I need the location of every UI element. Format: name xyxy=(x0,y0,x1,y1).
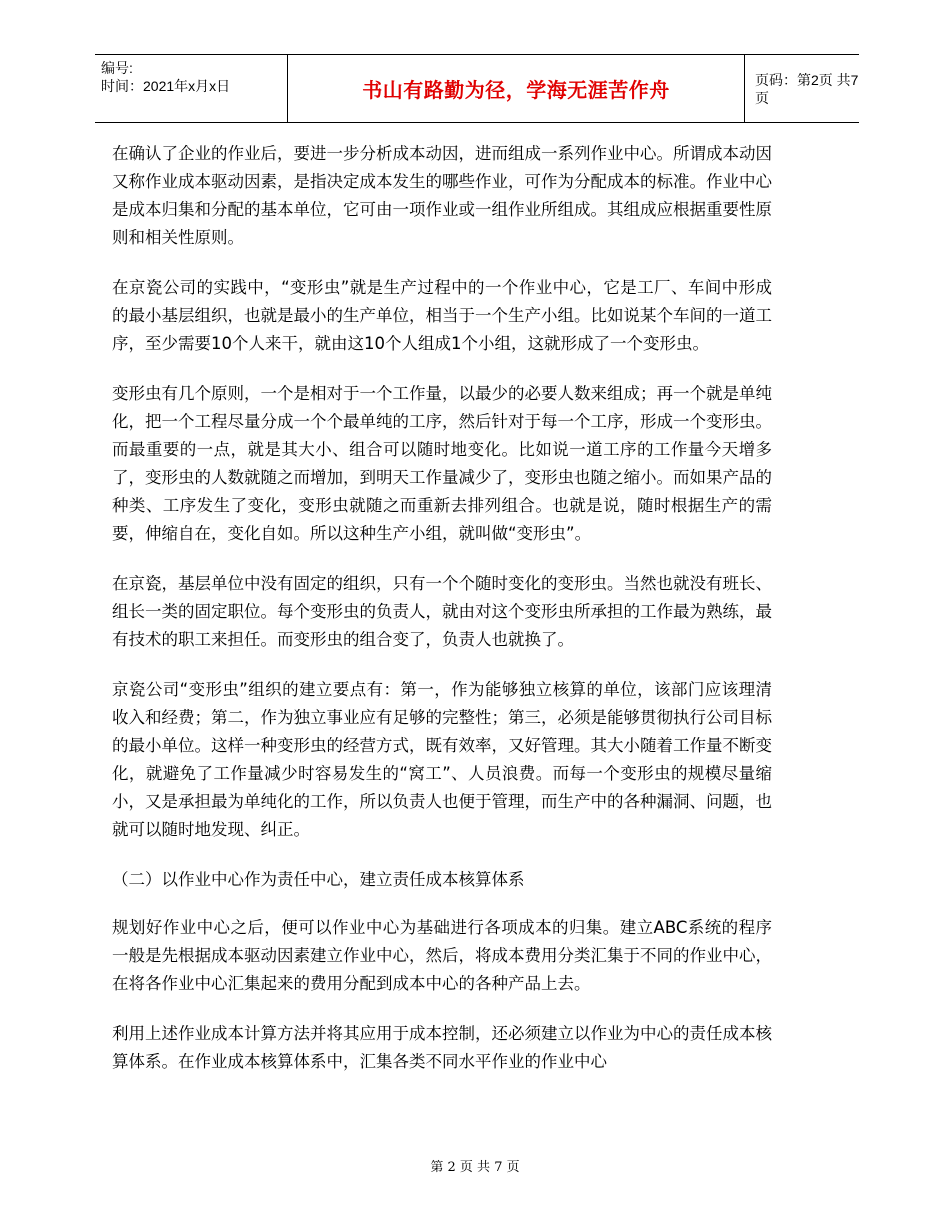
paragraph: 京瓷公司“变形虫”组织的建立要点有：第一，作为能够独立核算的单位，该部门应该理清收入和经费；第二，作为独立事业应有足够的完整性；第三，必须是能够贯彻执行公司目标的最小单位。这样一种变形虫的经营方式，既有效率，又好管理。其大小随着工作量不断变化，就避免了工作量减少时容易发生的“窝工”、人员浪费。而每一个变形虫的规模尽量缩小，又是承担最为单纯化的工作，所以负责人也便于管理，而生产中的各种漏洞、问题，也就可以随时地发现、纠正。 xyxy=(112,680,772,839)
serial-label: 编号: xyxy=(101,60,133,76)
header-page-cell xyxy=(745,55,859,122)
header-motto-cell xyxy=(288,55,745,122)
document-body xyxy=(112,140,772,1098)
paragraph: 在确认了企业的作业后，要进一步分析成本动因，进而组成一系列作业中心。所谓成本动因又称作业成本驱动因素，是指决定成本发生的哪些作业，可作为分配成本的标准。作业中心是成本归集和分配的基本单位，它可由一项作业或一组作业所组成。其组成应根据重要性原则和相关性原则。 xyxy=(112,144,772,247)
page-header xyxy=(95,54,859,123)
header-meta-cell xyxy=(95,55,288,122)
motto-text: 书山有路勤为径，学海无涯苦作舟 xyxy=(362,78,670,102)
page-info: 页码：第2页 共7页 xyxy=(755,71,859,106)
paragraph: 在京瓷公司的实践中，“变形虫”就是生产过程中的一个作业中心，它是工厂、车间中形成的最小基层组织，也就是最小的生产单位，相当于一个生产小组。比如说某个车间的一道工序，至少需要10个人来干，就由这10个人组成1个小组，这就形成了一个变形虫。 xyxy=(112,278,772,353)
time-label: 时间：2021年x月x日 xyxy=(101,78,231,94)
paragraph: 利用上述作业成本计算方法并将其应用于成本控制，还必须建立以作业为中心的责任成本核算体系。在作业成本核算体系中，汇集各类不同水平作业的作业中心 xyxy=(112,1024,772,1071)
paragraph: 规划好作业中心之后，便可以作业中心为基础进行各项成本的归集。建立ABC系统的程序一般是先根据成本驱动因素建立作业中心，然后，将成本费用分类汇集于不同的作业中心，在将各作业中心汇集起来的费用分配到成本中心的各种产品上去。 xyxy=(112,918,772,993)
paragraph: 变形虫有几个原则，一个是相对于一个工作量，以最少的必要人数来组成；再一个就是单纯化，把一个工程尽量分成一个个最单纯的工序，然后针对于每一个工序，形成一个变形虫。而最重要的一点，就是其大小、组合可以随时地变化。比如说一道工序的工作量今天增多了，变形虫的人数就随之而增加，到明天工作量减少了，变形虫也随之缩小。而如果产品的种类、工序发生了变化，变形虫就随之而重新去排列组合。也就是说，随时根据生产的需要，伸缩自在，变化自如。所以这种生产小组，就叫做“变形虫”。 xyxy=(112,384,772,543)
page-footer: 第 2 页 共 7 页 xyxy=(430,1160,520,1175)
section-heading: （二）以作业中心作为责任中心，建立责任成本核算体系 xyxy=(112,870,525,889)
paragraph: 在京瓷，基层单位中没有固定的组织，只有一个个随时变化的变形虫。当然也就没有班长、组长一类的固定职位。每个变形虫的负责人，就由对这个变形虫所承担的工作最为熟练，最有技术的职工来担任。而变形虫的组合变了，负责人也就换了。 xyxy=(112,574,772,649)
